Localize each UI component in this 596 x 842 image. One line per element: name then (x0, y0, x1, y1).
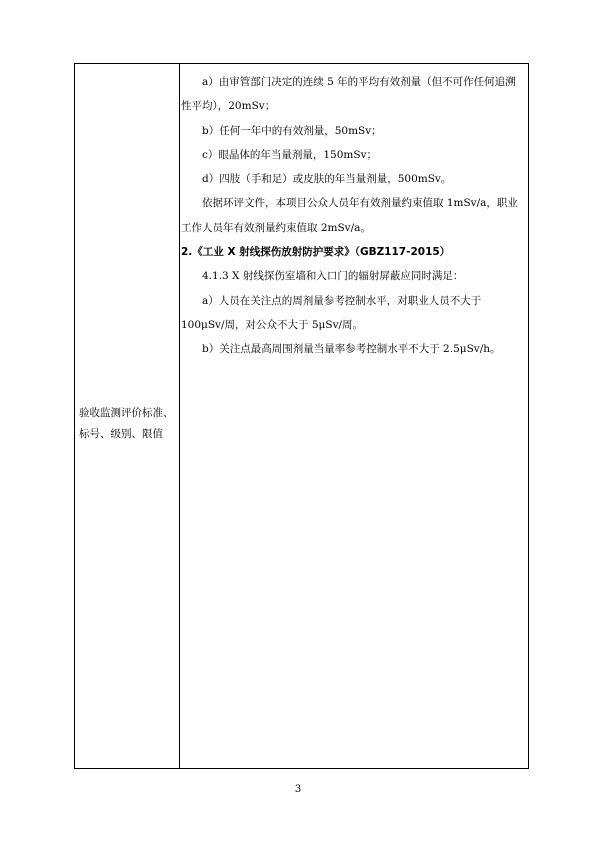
paragraph-c: c）眼晶体的年当量剂量，150mSv； (202, 148, 378, 161)
criteria-content (181, 70, 525, 362)
row-label: 验收监测评价标准、标号、级别、限值 (79, 407, 174, 440)
paragraph-a: a）由审管部门决定的连续 5 年的平均有效剂量（但不可作任何追溯性平均），20mSv； (181, 76, 516, 113)
column-divider (179, 64, 180, 768)
clause-b: b）关注点最高周围剂量当量率参考控制水平不大于 2.5μSv/h。 (202, 343, 501, 356)
clause-a: a）人员在关注点的周剂量参考控制水平，对职业人员不大于 100μSv/周，对公众不大于 5μSv/周。 (181, 294, 482, 331)
section-heading: 2.《工业 X 射线探伤放射防护要求》（GBZ117-2015） (181, 246, 451, 259)
paragraph-constraint: 依据环评文件，本项目公众人员年有效剂量约束值取 1mSv/a，职业工作人员年有效剂量约束值取 2mSv/a。 (181, 197, 518, 234)
paragraph-b: b）任何一年中的有效剂量，50mSv； (202, 124, 382, 137)
criteria-table (74, 63, 529, 769)
page-number: 3 (294, 784, 302, 795)
paragraph-d: d）四肢（手和足）或皮肤的年当量剂量，500mSv。 (202, 173, 452, 186)
clause-4-1-3: 4.1.3 X 射线探伤室墙和入口门的辐射屏蔽应同时满足： (202, 270, 464, 283)
